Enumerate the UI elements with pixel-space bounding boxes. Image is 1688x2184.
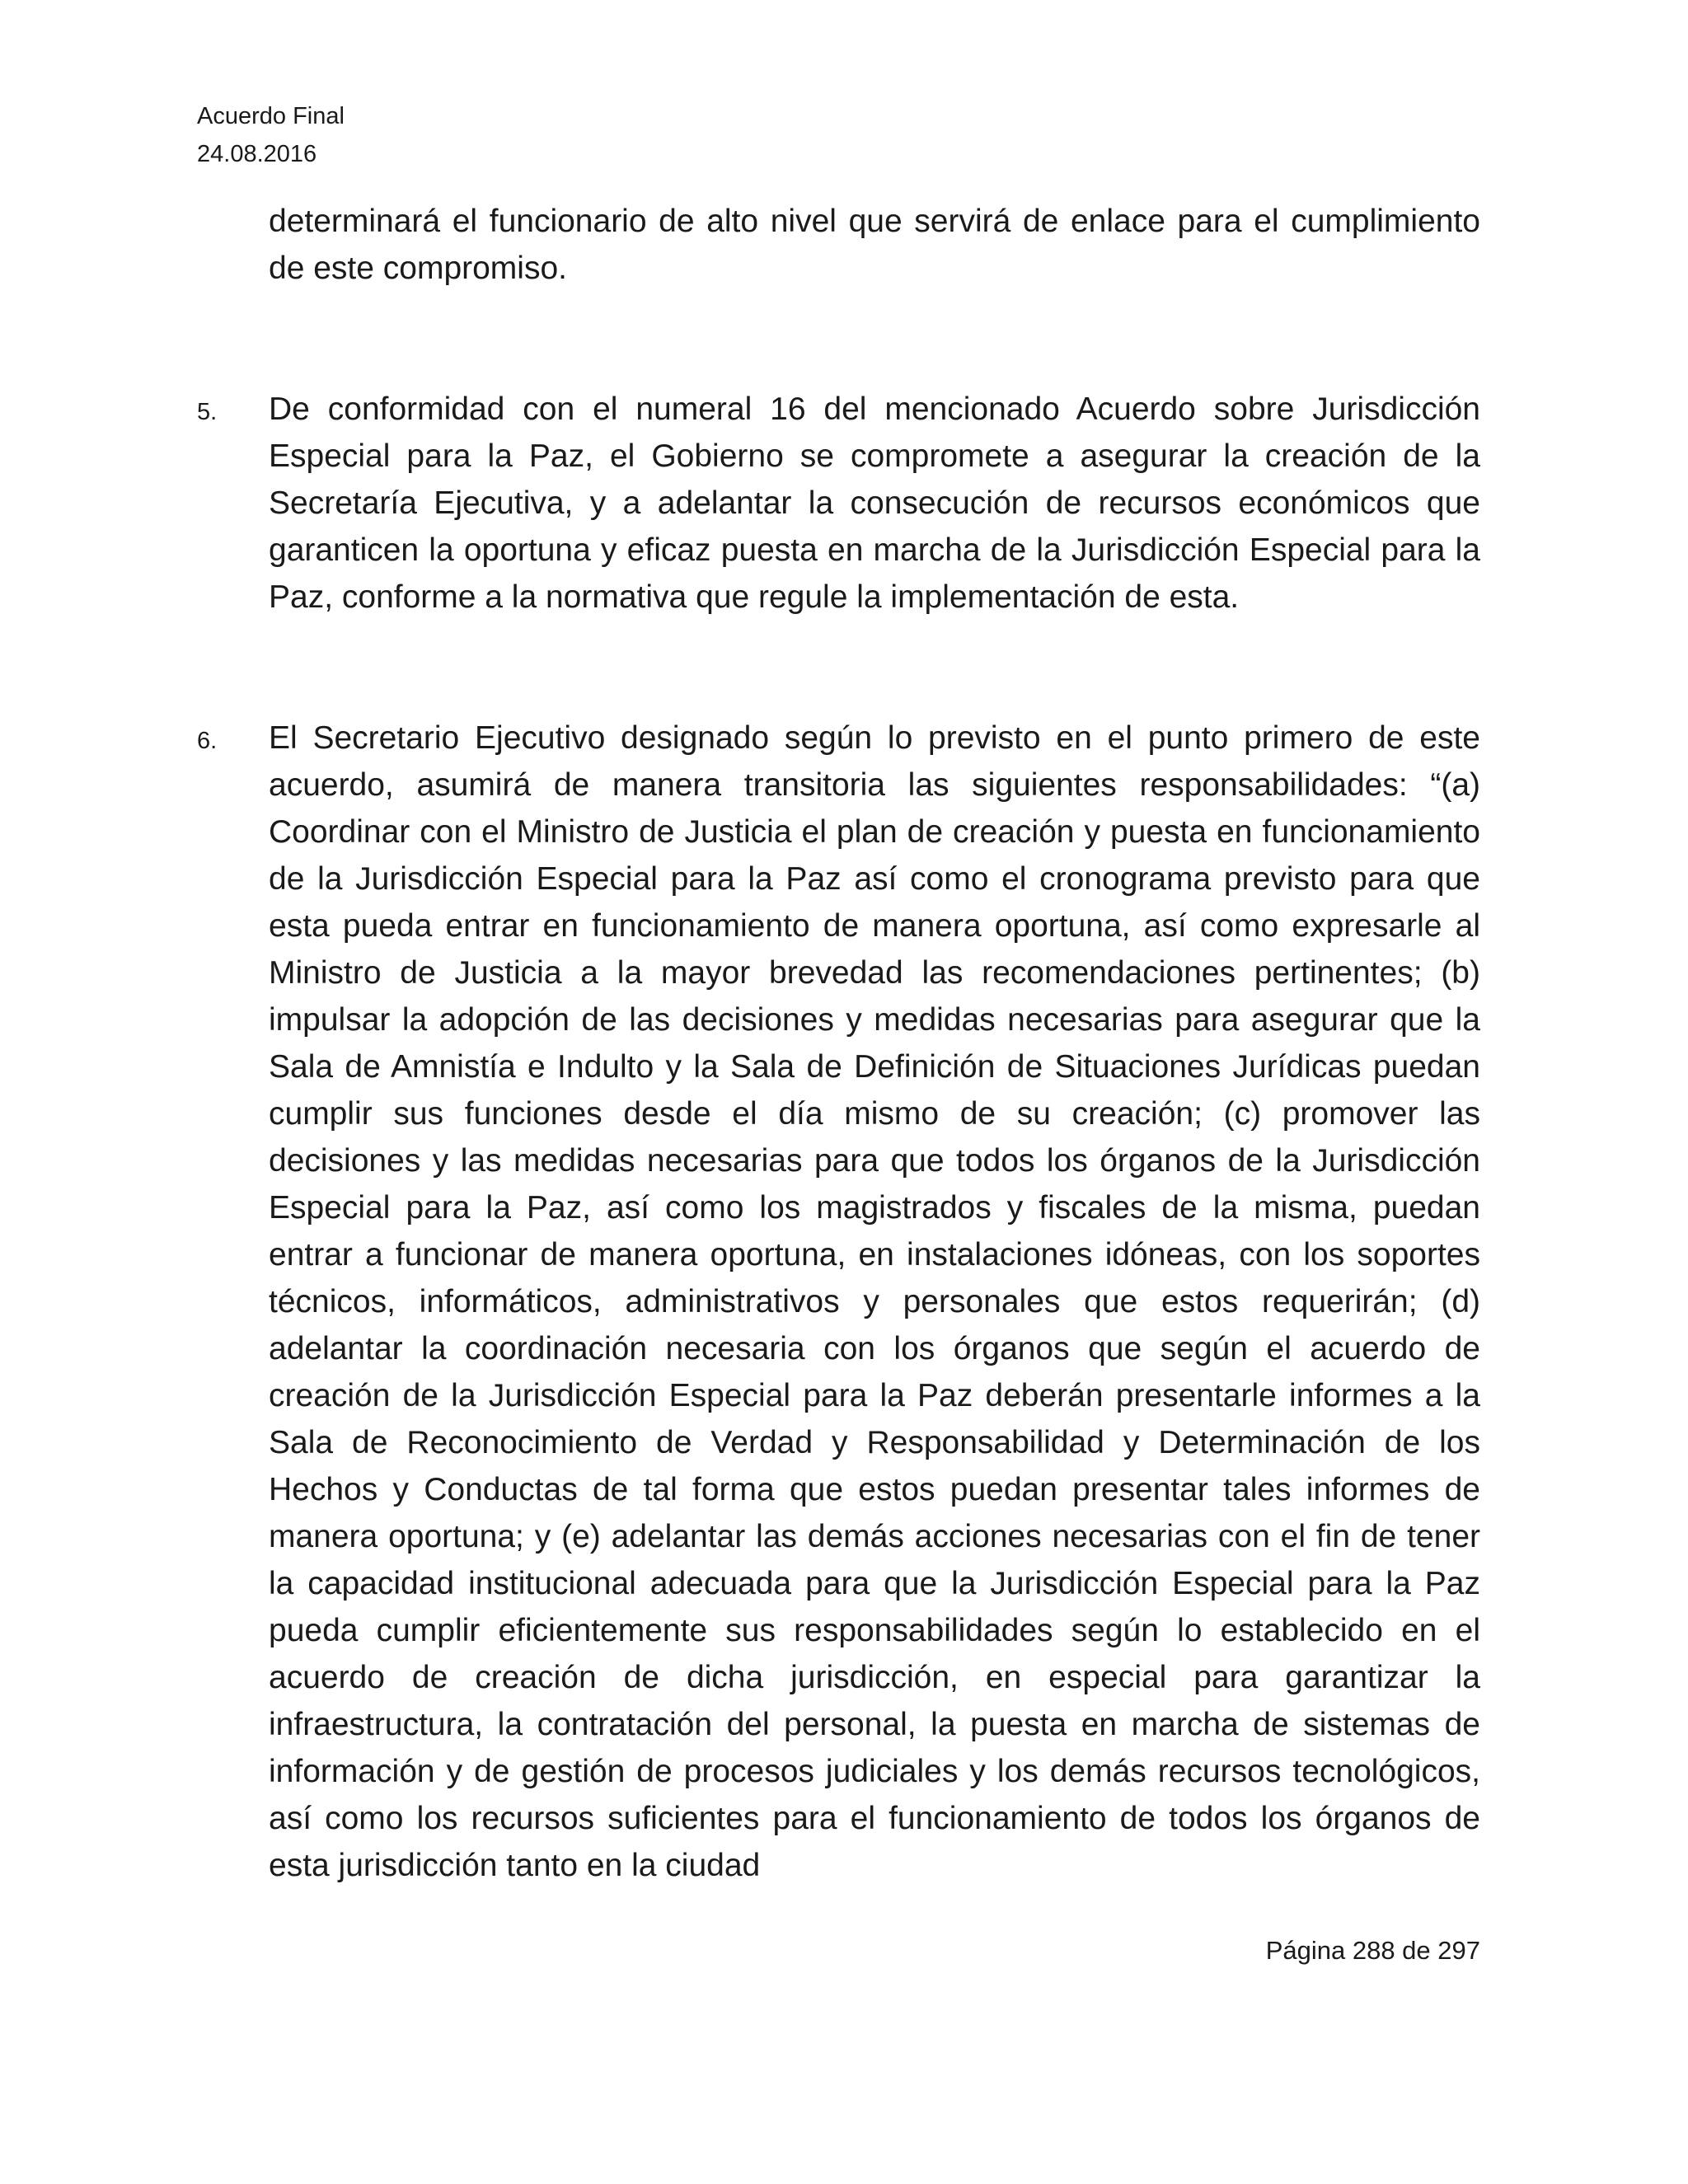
list-item-6 xyxy=(197,715,1480,1889)
page-number: Página 288 de 297 xyxy=(1265,1936,1480,1965)
item-number: 6. xyxy=(197,728,218,754)
document-title: Acuerdo Final xyxy=(197,103,345,129)
document-header xyxy=(197,97,345,173)
document-date: 24.08.2016 xyxy=(197,141,317,167)
list-item-5 xyxy=(197,386,1480,621)
item-text: De conformidad con el numeral 16 del mencionado Acuerdo sobre Jurisdicción Especial para la Paz, el Gobierno se compromete a asegurar la creación de la Secretaría Ejecutiva, y a adelantar la consecución de recursos económicos que garanticen la oportuna y eficaz puesta en marcha de la Jurisdicción Especial para la Paz, conforme a la normativa que regule la implementación de esta. xyxy=(269,391,1480,615)
item-text: El Secretario Ejecutivo designado según lo previsto en el punto primero de este acuerdo, asumirá de manera transitoria las siguientes responsabilidades: “(a) Coordinar con el Ministro de Justicia el plan de creación y puesta en funcionamiento de la Jurisdicción Especial para la Paz así como el cronograma previsto para que esta pueda entrar en funcionamiento de manera oportuna, así como expresarle al Ministro de Justicia a la mayor brevedad las recomendaciones pertinentes; (b) impulsar la adopción de las decisiones y medidas necesarias para asegurar que la Sala de Amnistía e Indulto y la Sala de Definición de Situaciones Jurídicas puedan cumplir sus funciones desde el día mismo de su creación; (c) promover las decisiones y las medidas necesarias para que todos los órganos de la Jurisdicción Especial para la Paz, así como los magistrados y fiscales de la misma, puedan entrar a funcionar de manera oportuna, en instalaciones idóneas, con los soportes técnicos, informáticos, administrativos y personales que estos requerirán; (d) adelantar la coordinación necesaria con los órganos que según el acuerdo de creación de la Jurisdicción Especial para la Paz deberán presentarle informes a la Sala de Reconocimiento de Verdad y Responsabilidad y Determinación de los Hechos y Conductas de tal forma que estos puedan presentar tales informes de manera oportuna; y (e) adelantar las demás acciones necesarias con el fin de tener la capacidad institucional adecuada para que la Jurisdicción Especial para la Paz pueda cumplir eficientemente sus responsabilidades según lo establecido en el acuerdo de creación de dicha jurisdicción, en especial para garantizar la infraestructura, la contratación del personal, la puesta en marcha de sistemas de información y de gestión de procesos judiciales y los demás recursos tecnológicos, así como los recursos suficientes para el funcionamiento de todos los órganos de esta jurisdicción tanto en la ciudad xyxy=(269,720,1480,1883)
continuation-paragraph: determinará el funcionario de alto nivel que servirá de enlace para el cumplimiento de este compromiso. xyxy=(269,204,1480,286)
item-number: 5. xyxy=(197,399,218,425)
document-body xyxy=(197,198,1480,1889)
